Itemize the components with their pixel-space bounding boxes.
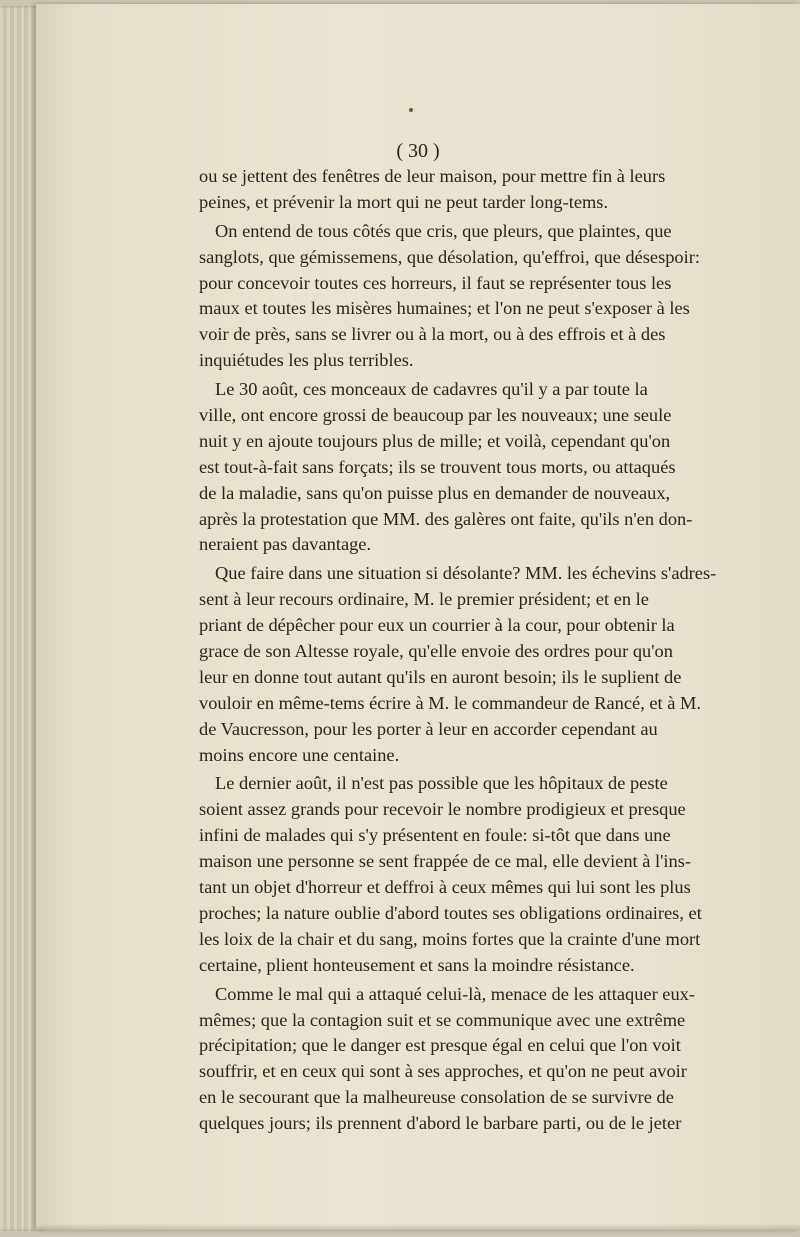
text-line: sanglots, que gémissemens, que désolation, qu'effroi, que désespoir: bbox=[199, 246, 700, 267]
text-line: peines, et prévenir la mort qui ne peut tarder long-tems. bbox=[199, 191, 609, 212]
text-line: Comme le mal qui a attaqué celui-là, menace de les attaquer eux- bbox=[215, 983, 695, 1004]
text-line: vouloir en même-tems écrire à M. le commandeur de Rancé, et à M. bbox=[199, 692, 701, 713]
ink-speck bbox=[409, 108, 413, 112]
text-line: quelques jours; ils prennent d'abord le barbare parti, ou de le jeter bbox=[199, 1113, 682, 1134]
text-line: On entend de tous côtés que cris, que pleurs, que plaintes, que bbox=[215, 220, 672, 241]
text-line: de Vaucresson, pour les porter à leur en accorder cependant au bbox=[199, 718, 658, 739]
text-line: sent à leur recours ordinaire, M. le premier président; et en le bbox=[199, 589, 649, 610]
text-line: est tout-à-fait sans forçats; ils se trouvent tous morts, ou attaqués bbox=[199, 456, 676, 477]
text-line: proches; la nature oublie d'abord toutes ses obligations ordinaires, et bbox=[199, 902, 702, 923]
text-line: précipitation; que le danger est presque égal en celui que l'on voit bbox=[199, 1035, 681, 1056]
text-line: moins encore une centaine. bbox=[199, 744, 400, 765]
text-line: grace de son Altesse royale, qu'elle envoie des ordres pour qu'on bbox=[199, 641, 673, 662]
page-text bbox=[199, 164, 800, 1137]
text-line: en le secourant que la malheureuse consolation de se survivre de bbox=[199, 1087, 674, 1108]
text-line: voir de près, sans se livrer ou à la mort, ou à des effrois et à des bbox=[199, 324, 666, 345]
text-line: maison une personne se sent frappée de ce mal, elle devient à l'ins- bbox=[199, 851, 692, 872]
text-line: de la maladie, sans qu'on puisse plus en demander de nouveaux, bbox=[199, 482, 671, 503]
text-line: nuit y en ajoute toujours plus de mille; et voilà, cependant qu'on bbox=[199, 430, 671, 451]
text-line: tant un objet d'horreur et deffroi à ceux mêmes qui lui sont les plus bbox=[199, 877, 691, 898]
book-page bbox=[36, 4, 800, 1230]
text-line: mêmes; que la contagion suit et se communique avec une extrême bbox=[199, 1009, 686, 1030]
text-line: maux et toutes les misères humaines; et l'on ne peut s'exposer à les bbox=[199, 298, 690, 319]
text-line: ville, ont encore grossi de beaucoup par les nouveaux; une seule bbox=[199, 405, 672, 426]
text-line: certaine, plient honteusement et sans la moindre résistance. bbox=[199, 954, 635, 975]
text-line: souffrir, et en ceux qui sont à ses approches, et qu'on ne peut avoir bbox=[199, 1061, 687, 1082]
text-line: inquiétudes les plus terribles. bbox=[199, 350, 414, 371]
text-line: Le 30 août, ces monceaux de cadavres qu'il y a par toute la bbox=[215, 379, 648, 400]
text-line: priant de dépêcher pour eux un courrier à la cour, pour obtenir la bbox=[199, 615, 675, 636]
text-line: soient assez grands pour recevoir le nombre prodigieux et presque bbox=[199, 799, 686, 820]
text-line: Que faire dans une situation si désolante? MM. les échevins s'adres- bbox=[215, 563, 717, 584]
text-line: Le dernier août, il n'est pas possible que les hôpitaux de peste bbox=[215, 773, 668, 794]
text-line: pour concevoir toutes ces horreurs, il faut se représenter tous les bbox=[199, 272, 672, 293]
text-line: après la protestation que MM. des galères ont faite, qu'ils n'en don- bbox=[199, 508, 693, 529]
text-line: les loix de la chair et du sang, moins fortes que la crainte d'une mort bbox=[199, 928, 701, 949]
text-line: ou se jettent des fenêtres de leur maison, pour mettre fin à leurs bbox=[199, 166, 666, 186]
text-line: infini de malades qui s'y présentent en foule: si-tôt que dans une bbox=[199, 825, 671, 846]
text-line: leur en donne tout autant qu'ils en auront besoin; ils le suplient de bbox=[199, 666, 682, 687]
page-number: ( 30 ) bbox=[396, 140, 440, 162]
text-line: neraient pas davantage. bbox=[199, 534, 372, 555]
